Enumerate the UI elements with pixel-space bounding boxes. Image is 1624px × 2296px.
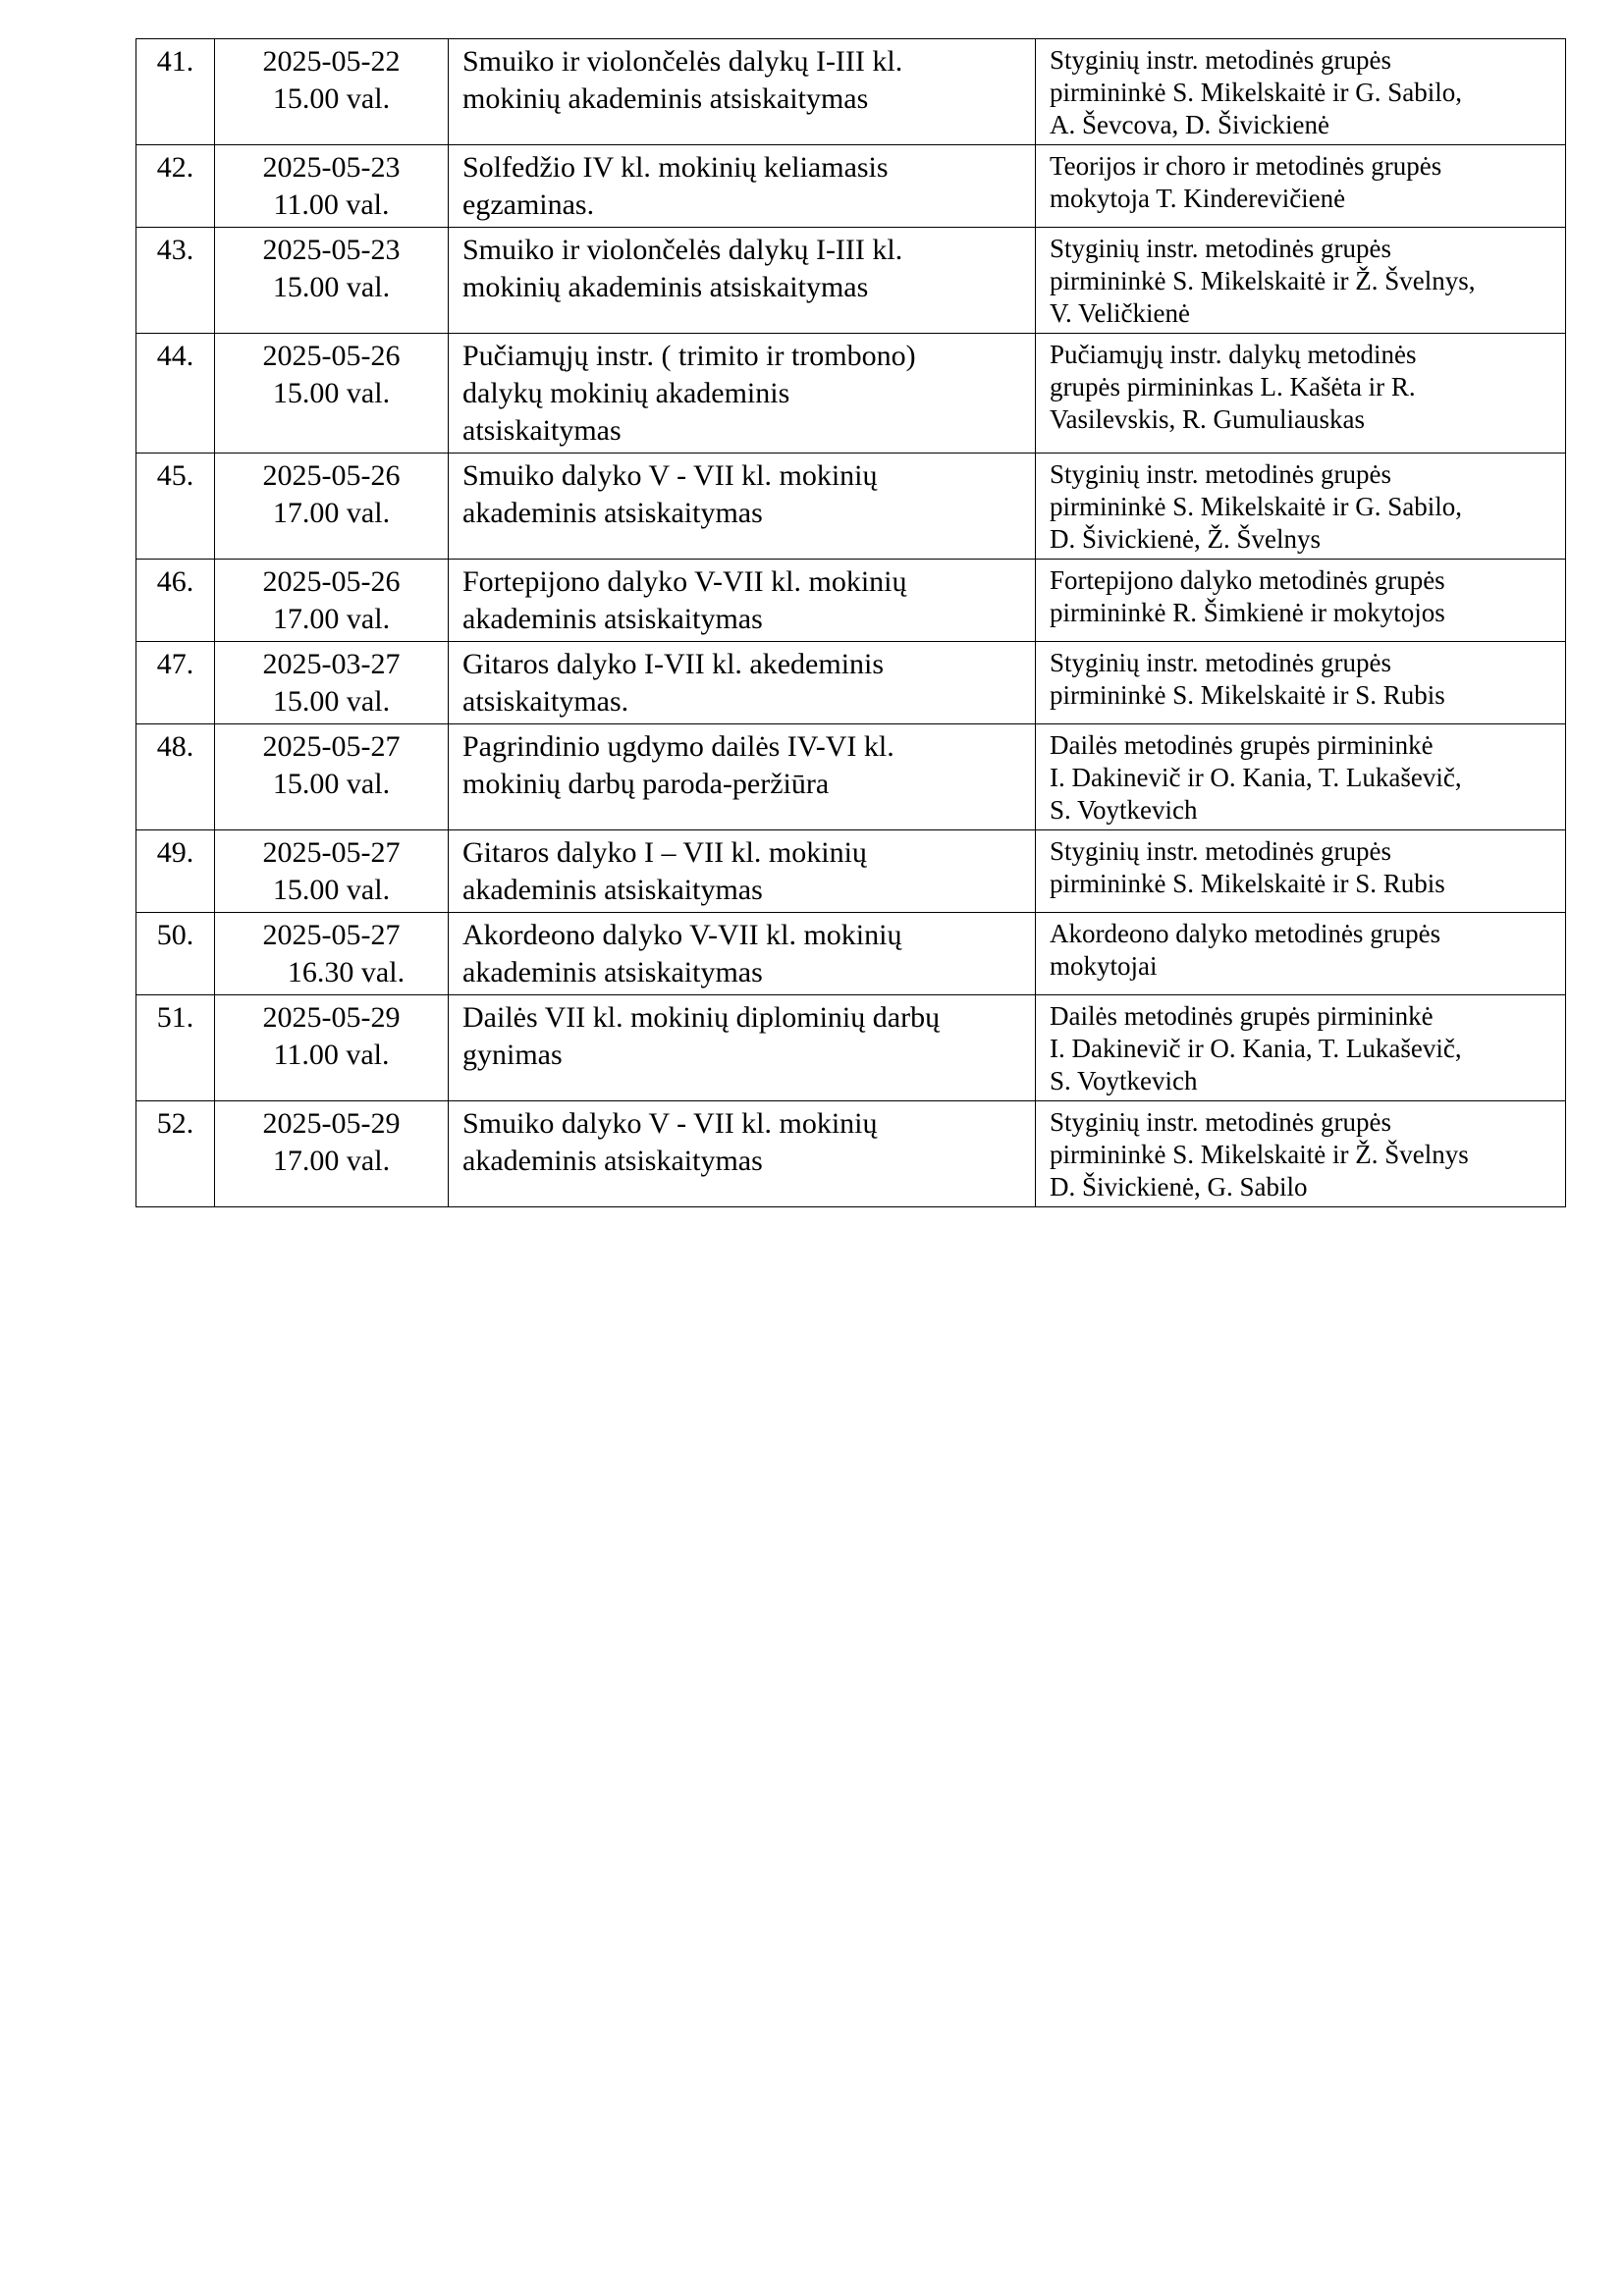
time-text: 17.00 val. <box>272 603 391 635</box>
event-cell <box>449 145 1036 228</box>
event-line: mokinių akademinis atsiskaitymas <box>462 82 869 115</box>
time-text: 15.00 val. <box>272 377 391 409</box>
responsible-line: Fortepijono dalyko metodinės grupės <box>1050 565 1445 595</box>
date-cell <box>215 913 449 995</box>
schedule-body <box>136 39 1566 1207</box>
responsible-line: V. Veličkienė <box>1050 298 1190 328</box>
event-cell <box>449 724 1036 830</box>
schedule-table <box>135 38 1566 1207</box>
date-text: 2025-05-23 <box>262 234 401 266</box>
responsible-line: mokytojai <box>1050 951 1158 981</box>
responsible-cell <box>1036 145 1566 228</box>
responsible-line: S. Voytkevich <box>1050 1066 1198 1095</box>
date-text: 2025-05-23 <box>262 151 401 184</box>
responsible-line: Dailės metodinės grupės pirmininkė <box>1050 1001 1434 1031</box>
event-cell <box>449 228 1036 334</box>
responsible-line: Styginių instr. metodinės grupės <box>1050 234 1391 263</box>
row-number: 49. <box>136 830 215 913</box>
responsible-cell <box>1036 1101 1566 1207</box>
row-number: 41. <box>136 39 215 145</box>
event-line: Smuiko ir violončelės dalykų I-III kl. <box>462 234 903 266</box>
date-cell <box>215 334 449 454</box>
responsible-cell <box>1036 454 1566 560</box>
responsible-cell <box>1036 334 1566 454</box>
date-cell <box>215 145 449 228</box>
responsible-line: Pučiamųjų instr. dalykų metodinės <box>1050 340 1417 369</box>
table-row <box>136 145 1566 228</box>
time-text: 11.00 val. <box>273 188 390 221</box>
event-line: atsiskaitymas. <box>462 685 629 718</box>
date-cell <box>215 724 449 830</box>
event-cell <box>449 995 1036 1101</box>
responsible-line: Styginių instr. metodinės grupės <box>1050 1107 1391 1137</box>
event-line: mokinių darbų paroda-peržiūra <box>462 768 830 800</box>
event-line: akademinis atsiskaitymas <box>462 497 763 529</box>
responsible-line: pirmininkė S. Mikelskaitė ir Ž. Švelnys, <box>1050 266 1476 295</box>
date-cell <box>215 995 449 1101</box>
table-row <box>136 642 1566 724</box>
event-line: Gitaros dalyko I – VII kl. mokinių <box>462 836 867 869</box>
responsible-line: grupės pirmininkas L. Kašėta ir R. <box>1050 372 1416 401</box>
date-text: 2025-05-29 <box>262 1001 401 1034</box>
responsible-line: pirmininkė S. Mikelskaitė ir Ž. Švelnys <box>1050 1140 1469 1169</box>
event-line: Solfedžio IV kl. mokinių keliamasis <box>462 151 889 184</box>
event-cell <box>449 334 1036 454</box>
responsible-cell <box>1036 39 1566 145</box>
event-line: egzaminas. <box>462 188 595 221</box>
row-number: 45. <box>136 454 215 560</box>
time-text: 15.00 val. <box>272 685 391 718</box>
event-line: akademinis atsiskaitymas <box>462 1145 763 1177</box>
date-text: 2025-05-27 <box>262 836 401 869</box>
date-cell <box>215 560 449 642</box>
date-cell <box>215 830 449 913</box>
responsible-line: Styginių instr. metodinės grupės <box>1050 45 1391 75</box>
event-cell <box>449 560 1036 642</box>
time-text: 16.30 val. <box>287 956 406 988</box>
table-row <box>136 995 1566 1101</box>
event-line: Fortepijono dalyko V-VII kl. mokinių <box>462 565 907 598</box>
responsible-line: Teorijos ir choro ir metodinės grupės <box>1050 151 1442 181</box>
table-row <box>136 724 1566 830</box>
event-line: akademinis atsiskaitymas <box>462 603 763 635</box>
event-cell <box>449 39 1036 145</box>
row-number: 50. <box>136 913 215 995</box>
responsible-line: Styginių instr. metodinės grupės <box>1050 459 1391 489</box>
event-line: Akordeono dalyko V-VII kl. mokinių <box>462 919 902 951</box>
date-text: 2025-05-27 <box>262 919 401 951</box>
row-number: 43. <box>136 228 215 334</box>
row-number: 47. <box>136 642 215 724</box>
event-line: dalykų mokinių akademinis <box>462 377 790 409</box>
event-line: Pučiamųjų instr. ( trimito ir trombono) <box>462 340 916 372</box>
responsible-line: D. Šivickienė, G. Sabilo <box>1050 1172 1308 1201</box>
responsible-line: pirmininkė S. Mikelskaitė ir S. Rubis <box>1050 680 1445 710</box>
date-cell <box>215 39 449 145</box>
time-text: 11.00 val. <box>273 1039 390 1071</box>
time-text: 17.00 val. <box>272 497 391 529</box>
table-row <box>136 454 1566 560</box>
responsible-cell <box>1036 642 1566 724</box>
event-cell <box>449 830 1036 913</box>
table-row <box>136 334 1566 454</box>
responsible-line: S. Voytkevich <box>1050 795 1198 825</box>
responsible-line: pirmininkė R. Šimkienė ir mokytojos <box>1050 598 1445 627</box>
date-cell <box>215 454 449 560</box>
responsible-line: Dailės metodinės grupės pirmininkė <box>1050 730 1434 760</box>
event-line: gynimas <box>462 1039 563 1071</box>
event-cell <box>449 913 1036 995</box>
responsible-line: pirmininkė S. Mikelskaitė ir G. Sabilo, <box>1050 78 1462 107</box>
time-text: 17.00 val. <box>272 1145 391 1177</box>
table-row <box>136 830 1566 913</box>
date-text: 2025-05-26 <box>262 459 401 492</box>
event-line: atsiskaitymas <box>462 414 622 447</box>
date-cell <box>215 1101 449 1207</box>
event-line: mokinių akademinis atsiskaitymas <box>462 271 869 303</box>
time-text: 15.00 val. <box>272 768 391 800</box>
responsible-cell <box>1036 724 1566 830</box>
date-cell <box>215 642 449 724</box>
date-text: 2025-05-29 <box>262 1107 401 1140</box>
event-line: Smuiko dalyko V - VII kl. mokinių <box>462 459 878 492</box>
row-number: 42. <box>136 145 215 228</box>
event-line: Pagrindinio ugdymo dailės IV-VI kl. <box>462 730 894 763</box>
event-cell <box>449 1101 1036 1207</box>
date-text: 2025-05-26 <box>262 565 401 598</box>
responsible-line: I. Dakinevič ir O. Kania, T. Lukaševič, <box>1050 1034 1462 1063</box>
event-line: Gitaros dalyko I-VII kl. akedeminis <box>462 648 885 680</box>
event-cell <box>449 454 1036 560</box>
event-line: Smuiko ir violončelės dalykų I-III kl. <box>462 45 903 78</box>
event-line: akademinis atsiskaitymas <box>462 956 763 988</box>
row-number: 46. <box>136 560 215 642</box>
responsible-cell <box>1036 913 1566 995</box>
responsible-line: pirmininkė S. Mikelskaitė ir S. Rubis <box>1050 869 1445 898</box>
responsible-line: mokytoja T. Kinderevičienė <box>1050 184 1346 213</box>
table-row <box>136 913 1566 995</box>
responsible-line: I. Dakinevič ir O. Kania, T. Lukaševič, <box>1050 763 1462 792</box>
date-cell <box>215 228 449 334</box>
responsible-line: D. Šivickienė, Ž. Švelnys <box>1050 524 1321 554</box>
responsible-line: Styginių instr. metodinės grupės <box>1050 836 1391 866</box>
row-number: 48. <box>136 724 215 830</box>
time-text: 15.00 val. <box>272 271 391 303</box>
row-number: 51. <box>136 995 215 1101</box>
event-line: Dailės VII kl. mokinių diplominių darbų <box>462 1001 941 1034</box>
responsible-line: Akordeono dalyko metodinės grupės <box>1050 919 1441 948</box>
time-text: 15.00 val. <box>272 874 391 906</box>
table-row <box>136 39 1566 145</box>
event-line: Smuiko dalyko V - VII kl. mokinių <box>462 1107 878 1140</box>
table-row <box>136 560 1566 642</box>
responsible-line: A. Ševcova, D. Šivickienė <box>1050 110 1329 139</box>
table-row <box>136 1101 1566 1207</box>
date-text: 2025-05-26 <box>262 340 401 372</box>
date-text: 2025-05-27 <box>262 730 401 763</box>
responsible-line: pirmininkė S. Mikelskaitė ir G. Sabilo, <box>1050 492 1462 521</box>
time-text: 15.00 val. <box>272 82 391 115</box>
responsible-cell <box>1036 830 1566 913</box>
row-number: 44. <box>136 334 215 454</box>
event-cell <box>449 642 1036 724</box>
row-number: 52. <box>136 1101 215 1207</box>
table-row <box>136 228 1566 334</box>
responsible-cell <box>1036 560 1566 642</box>
responsible-cell <box>1036 995 1566 1101</box>
date-text: 2025-03-27 <box>262 648 401 680</box>
event-line: akademinis atsiskaitymas <box>462 874 763 906</box>
date-text: 2025-05-22 <box>262 45 401 78</box>
responsible-line: Styginių instr. metodinės grupės <box>1050 648 1391 677</box>
responsible-line: Vasilevskis, R. Gumuliauskas <box>1050 404 1365 434</box>
responsible-cell <box>1036 228 1566 334</box>
